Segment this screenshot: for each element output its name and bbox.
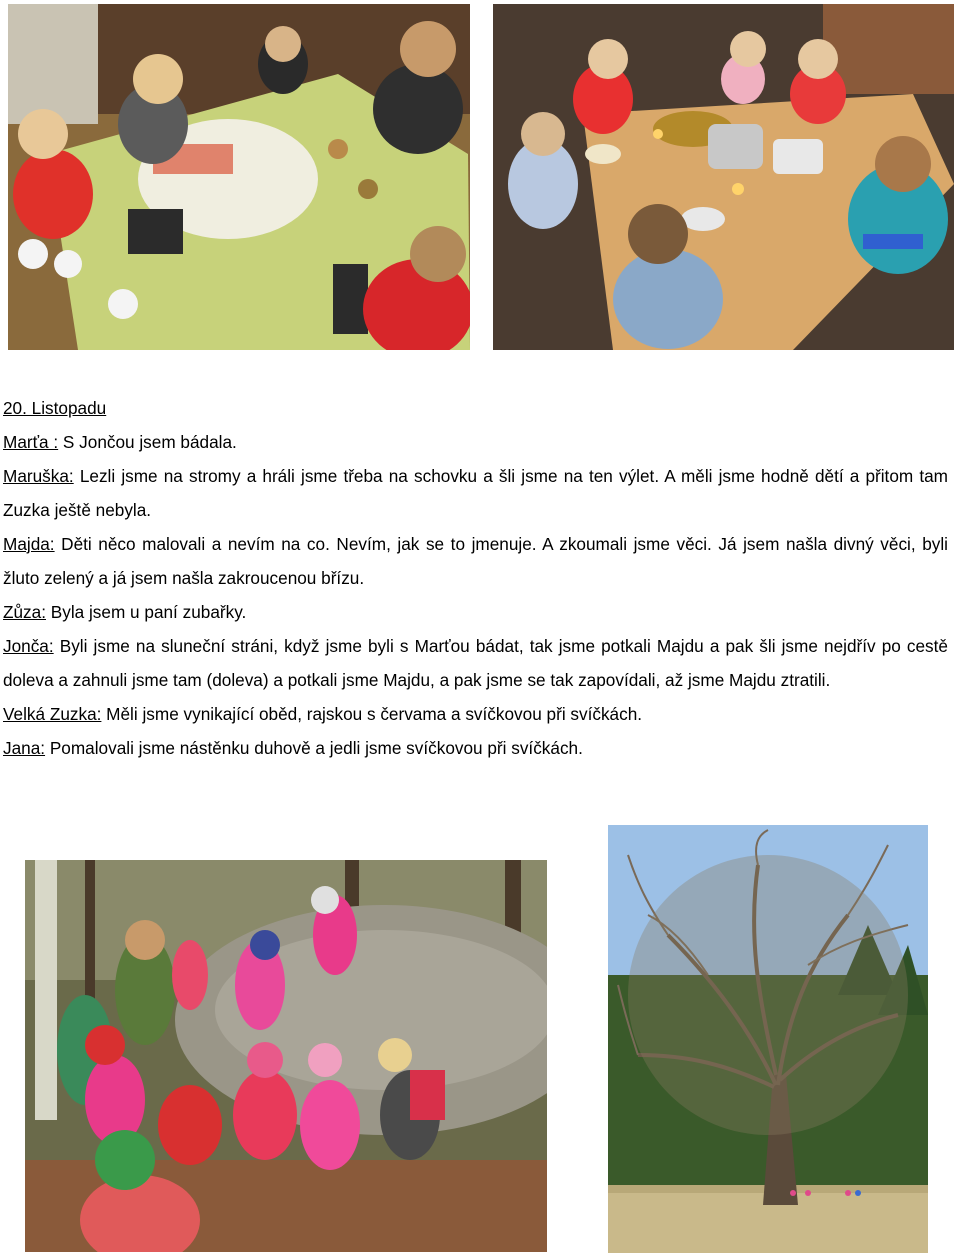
entry-text: Byli jsme na sluneční stráni, když jsme byli s Marťou bádat, tak jsme potkali Majdu a pak šli jsme nejdřív po cestě doleva a zahnuli jsme tam (doleva) a potkali jsme Majdu, a pak jsme se tak zapovídali, až jsme Majdu ztratili.: [3, 636, 948, 690]
photo-children-lunch: [493, 4, 954, 350]
diary-text: [3, 391, 948, 765]
entry-text: Lezli jsme na stromy a hráli jsme třeba na schovku a šli jsme na ten výlet. A měli jsme hodně dětí a přitom tam Zuzka ještě nebyla.: [3, 466, 948, 520]
speaker-name: Zůza:: [3, 602, 46, 622]
entry-jana: [3, 731, 948, 765]
date-heading: 20. Listopadu: [3, 398, 107, 418]
entry-jonca: [3, 629, 948, 697]
entry-text: Pomalovali jsme nástěnku duhově a jedli jsme svíčkovou při svíčkách.: [45, 738, 583, 758]
entry-text: Byla jsem u paní zubařky.: [46, 602, 247, 622]
speaker-name: Velká Zuzka:: [3, 704, 102, 724]
photo-children-painting: [8, 4, 470, 350]
speaker-name: Marťa :: [3, 432, 59, 452]
entry-velka-zuzka: [3, 697, 948, 731]
speaker-name: Majda:: [3, 534, 55, 554]
entry-maruska: [3, 459, 948, 527]
entry-text: Měli jsme vynikající oběd, rajskou s červama a svíčkovou při svíčkách.: [101, 704, 643, 724]
entry-zuza: [3, 595, 948, 629]
photo-large-tree: [608, 825, 928, 1253]
entry-marta: [3, 425, 948, 459]
entry-text: Děti něco malovali a nevím na co. Nevím, jak se to jmenuje. A zkoumali jsme věci. Já jsem našla divný věci, byli žluto zelený a já jsem našla zakroucenou břízu.: [3, 534, 948, 588]
speaker-name: Jonča:: [3, 636, 54, 656]
photo-children-rock: [25, 860, 547, 1252]
entry-majda: [3, 527, 948, 595]
entry-text: S Jončou jsem bádala.: [58, 432, 237, 452]
speaker-name: Maruška:: [3, 466, 74, 486]
speaker-name: Jana:: [3, 738, 46, 758]
